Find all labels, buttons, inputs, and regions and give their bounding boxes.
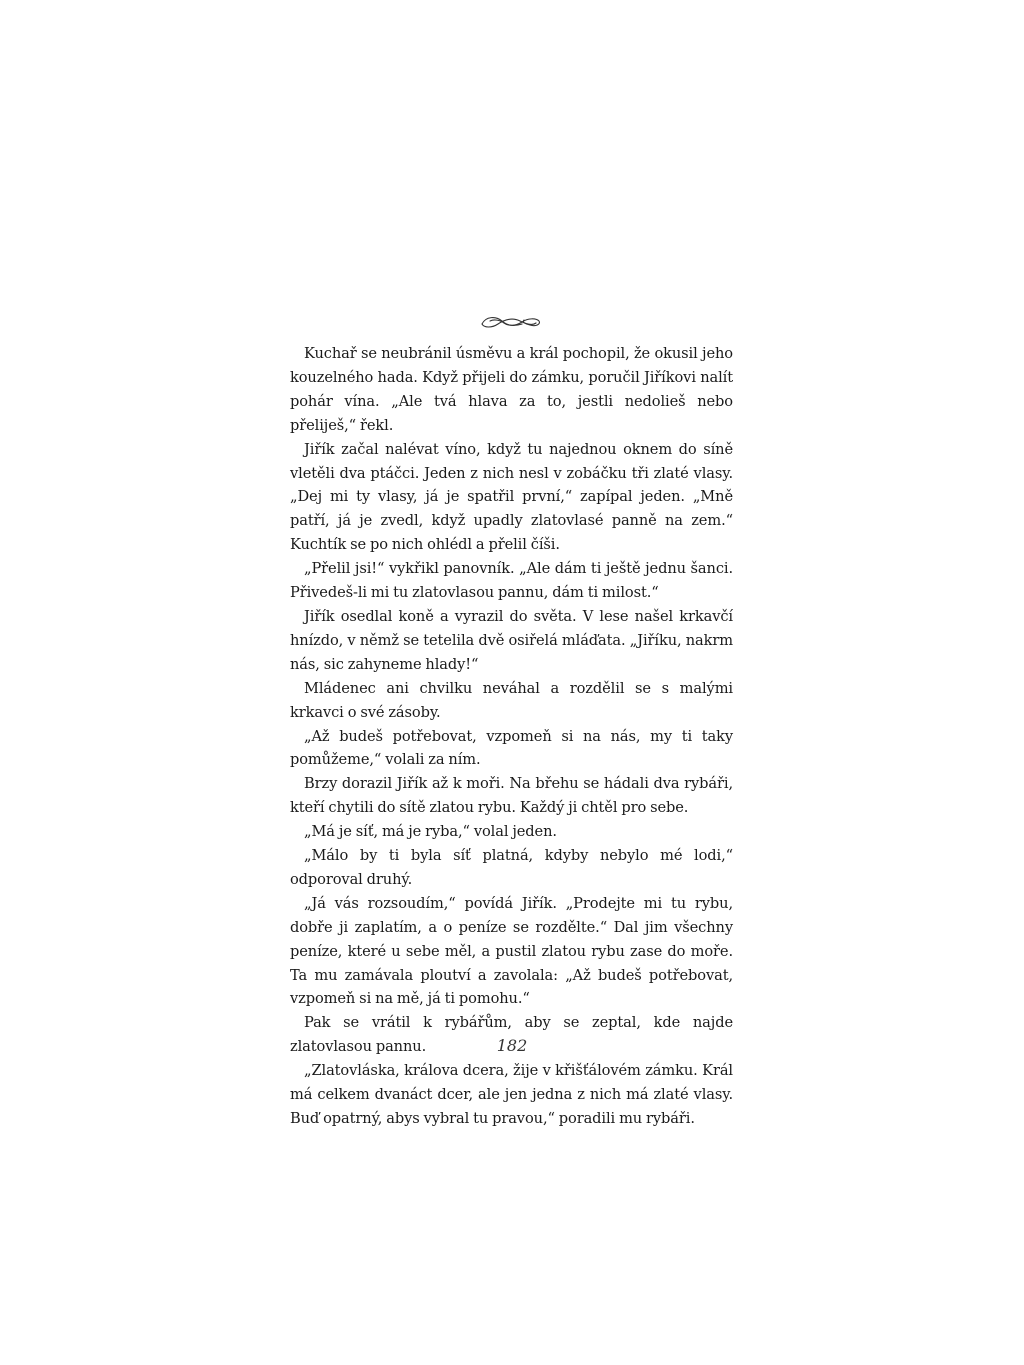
paragraph: „Málo by ti byla síť platná, kdyby nebylo mé lodi,“ odporoval druhý.: [290, 847, 733, 888]
paragraph: „Zlatovláska, králova dcera, žije v křišťálovém zámku. Král má celkem dvanáct dcer, ale jen jedna z nich má zlaté vlasy. Buď opatrný, abys vybral tu pravou,“ poradili mu rybáři.: [290, 1062, 733, 1127]
paragraph: Kuchař se neubránil úsměvu a král pochopil, že okusil jeho kouzelného hada. Když přijeli do zámku, poručil Jiříkovi nalít pohár vína. „Ale tvá hlava za to, jestli nedolieš nebo přeliješ,“ řekl.: [290, 345, 733, 434]
paragraph: Jiřík začal nalévat víno, když tu najednou oknem do síně vletěli dva ptáčci. Jeden z nich nesl v zobáčku tři zlaté vlasy. „Dej mi ty vlasy, já je spatřil první,“ zapípal jeden. „Mně patří, já je zvedl, když upadly zlatovlasé panně na zem.“ Kuchtík se po nich ohlédl a přelil číši.: [290, 440, 733, 554]
paragraph: Jiřík osedlal koně a vyrazil do světa. V lese našel krkavčí hnízdo, v němž se tetelila dvě osiřelá mláďata. „Jiříku, nakrm nás, sic zahyneme hlady!“: [290, 607, 733, 673]
paragraph: Brzy dorazil Jiřík až k moři. Na břehu se hádali dva rybáři, kteří chytili do sítě zlatou rybu. Každý ji chtěl pro sebe.: [290, 775, 733, 817]
page-number: 182: [496, 1036, 528, 1055]
paragraph: „Přelil jsi!“ vykřikl panovník. „Ale dám ti ještě jednu šanci. Přivedeš-li mi tu zlatovlasou pannu, dám ti milost.“: [290, 560, 733, 602]
paragraph: „Já vás rozsoudím,“ povídá Jiřík. „Prodejte mi tu rybu, dobře ji zaplatím, a o peníze se rozdělte.“ Dal jim všechny peníze, které u sebe měl, a pustil zlatou rybu zase do moře. Ta mu zamávala ploutví a zavolala: „Až budeš potřebovat, vzpomeň si na mě, já ti pomohu.“: [290, 894, 733, 1008]
flourish-ornament-icon: [478, 312, 542, 332]
paragraph: Pak se vrátil k rybářům, aby se zeptal, kde najde zlatovlasou pannu.: [290, 1014, 733, 1056]
story-text: [290, 342, 733, 1131]
paragraph: „Má je síť, má je ryba,“ volal jeden.: [304, 823, 557, 841]
paragraph: „Až budeš potřebovat, vzpomeň si na nás, my ti taky pomůžeme,“ volali za ním.: [290, 727, 733, 769]
paragraph: Mládenec ani chvilku neváhal a rozdělil se s malými krkavci o své zásoby.: [290, 679, 733, 721]
